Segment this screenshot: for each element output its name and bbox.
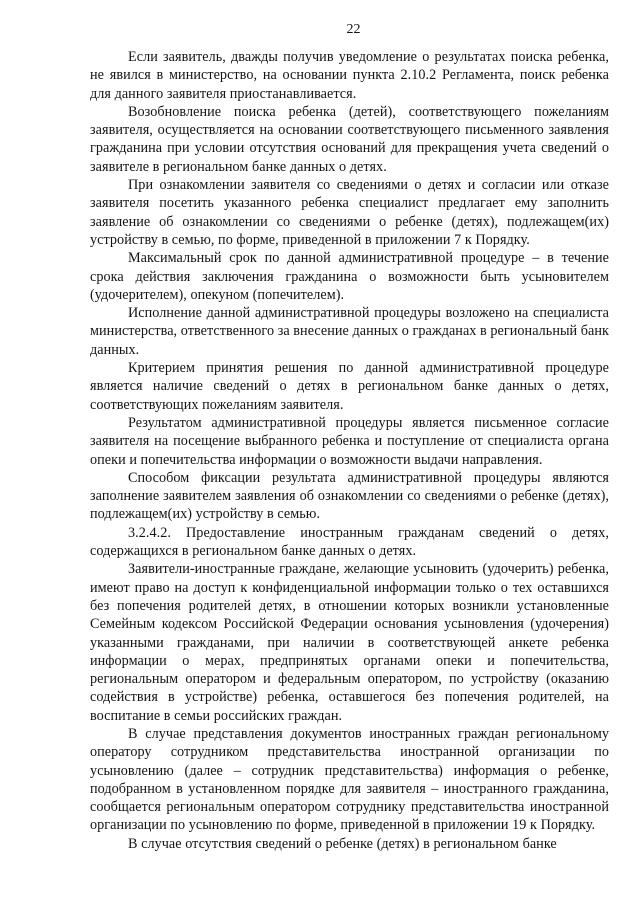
paragraph: При ознакомлении заявителя со сведениями о детях и согласии или отказе заявителя посетить указанного ребенка специалист предлагает ему заполнить заявление об ознакомлении со сведениями о ребенке (детях), подлежащем(их) устройству в семью, по форме, приведенной в приложении 7 к Порядку. <box>90 177 609 248</box>
document-body <box>90 48 609 853</box>
paragraph: Возобновление поиска ребенка (детей), соответствующего пожеланиям заявителя, осуществляется на основании соответствующего письменного заявления гражданина при условии отсутствия оснований для прекращения учета сведений о заявителе в региональном банке данных о детях. <box>90 103 609 175</box>
paragraph: Максимальный срок по данной административной процедуре – в течение срока действия заключения гражданина о возможности быть усыновителем (удочерителем), опекуном (попечителем). <box>90 250 609 303</box>
paragraph: В случае отсутствия сведений о ребенке (детях) в региональном банке <box>128 835 557 852</box>
paragraph: Критерием принятия решения по данной административной процедуре является наличие сведений о детях в региональном банке данных о детях, соответствующих пожеланиям заявителя. <box>90 360 609 413</box>
page-number: 22 <box>346 22 361 37</box>
paragraph: Если заявитель, дважды получив уведомление о результатах поиска ребенка, не явился в министерство, на основании пункта 2.10.2 Регламента, поиск ребенка для данного заявителя приостанавливается. <box>90 49 609 102</box>
paragraph: В случае представления документов иностранных граждан региональному оператору сотрудником представительства иностранной организации по усыновлению (далее – сотрудник представительства) информация о ребенке, подобранном в установленном порядке для заявителя – иностранного гражданина, сообщается региональным оператором сотруднику представительства иностранной организации по усыновлению по форме, приведенной в приложении 19 к Порядку. <box>90 725 609 834</box>
paragraph: Результатом административной процедуры является письменное согласие заявителя на посещение выбранного ребенка и поступление от специалиста органа опеки и попечительства информации о возможности выдачи направления. <box>90 414 609 468</box>
section-heading: 3.2.4.2. Предоставление иностранным гражданам сведений о детях, содержащихся в региональном банке данных о детях. <box>90 524 609 560</box>
paragraph: Заявители-иностранные граждане, желающие усыновить (удочерить) ребенка, имеют право на доступ к конфиденциальной информации только о тех оставшихся без попечения родителей детях, в отношении которых возникли установленные Семейным кодексом Российской Федерации основания усыновления (удочерения) указанными гражданами, при наличии в соответствующей анкете ребенка информации о мерах, предпринятых органами опеки и попечительства, региональным оператором и федеральным оператором, по устройству (оказанию содействия в устройстве) ребенка, оставшегося без попечения родителей, на воспитание в семьи российских граждан. <box>90 561 609 724</box>
paragraph: Исполнение данной административной процедуры возложено на специалиста министерства, ответственного за внесение данных о гражданах в региональный банк данных. <box>90 305 609 358</box>
paragraph: Способом фиксации результата административной процедуры являются заполнение заявителем заявления об ознакомлении со сведениями о ребенке (детях), подлежащем(их) устройству в семью. <box>90 469 609 523</box>
